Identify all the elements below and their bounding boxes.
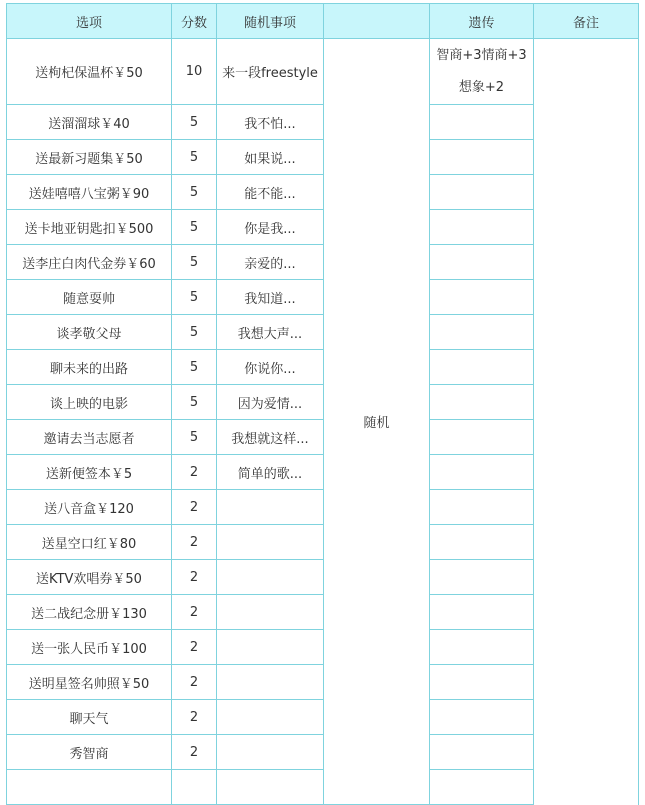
option-cell: 送八音盒￥120 (7, 490, 172, 525)
genetics-cell (430, 39, 534, 105)
genetics-cell (430, 210, 534, 245)
score-cell (172, 770, 217, 805)
score-cell: 5 (172, 385, 217, 420)
score-cell: 2 (172, 490, 217, 525)
score-cell: 5 (172, 175, 217, 210)
option-cell: 送枸杞保温杯￥50 (7, 39, 172, 105)
notes-cell (534, 39, 639, 805)
genetics-cell (430, 560, 534, 595)
option-cell: 送新便签本￥5 (7, 455, 172, 490)
score-cell: 5 (172, 350, 217, 385)
random-cell (217, 770, 324, 805)
header-genetics: 遗传 (430, 4, 534, 39)
option-cell: 谈孝敬父母 (7, 315, 172, 350)
score-cell: 2 (172, 455, 217, 490)
score-cell: 5 (172, 105, 217, 140)
genetics-cell (430, 420, 534, 455)
score-cell: 2 (172, 700, 217, 735)
random-cell (217, 490, 324, 525)
random-cell: 如果说... (217, 140, 324, 175)
score-cell: 2 (172, 735, 217, 770)
score-cell: 2 (172, 595, 217, 630)
option-cell: 送一张人民币￥100 (7, 630, 172, 665)
random-cell: 你是我... (217, 210, 324, 245)
option-cell: 聊天气 (7, 700, 172, 735)
score-cell: 5 (172, 315, 217, 350)
random-cell: 你说你... (217, 350, 324, 385)
header-score: 分数 (172, 4, 217, 39)
genetics-cell (430, 385, 534, 420)
genetics-cell (430, 350, 534, 385)
genetics-line-1: 智商+3情商+3 (436, 47, 527, 63)
header-notes: 备注 (534, 4, 639, 39)
random-cell: 我想大声... (217, 315, 324, 350)
random-cell (217, 560, 324, 595)
header-blank (324, 4, 430, 39)
random-cell: 亲爱的... (217, 245, 324, 280)
option-cell: 聊未来的出路 (7, 350, 172, 385)
random-cell: 我知道... (217, 280, 324, 315)
genetics-cell (430, 140, 534, 175)
genetics-cell (430, 735, 534, 770)
genetics-cell (430, 455, 534, 490)
option-cell: 随意耍帅 (7, 280, 172, 315)
option-cell: 送溜溜球￥40 (7, 105, 172, 140)
random-cell: 我不怕... (217, 105, 324, 140)
genetics-cell (430, 525, 534, 560)
score-table (6, 3, 639, 805)
genetics-cell (430, 315, 534, 350)
option-cell: 送星空口红￥80 (7, 525, 172, 560)
random-cell (217, 595, 324, 630)
genetics-cell (430, 490, 534, 525)
option-cell: 送最新习题集￥50 (7, 140, 172, 175)
genetics-cell (430, 770, 534, 805)
random-cell: 能不能... (217, 175, 324, 210)
genetics-cell (430, 245, 534, 280)
score-cell: 5 (172, 210, 217, 245)
header-option: 选项 (7, 4, 172, 39)
random-merged-label: 随机 (363, 416, 390, 431)
option-cell: 送KTV欢唱券￥50 (7, 560, 172, 595)
random-cell (217, 735, 324, 770)
random-cell (217, 700, 324, 735)
header-row (7, 4, 639, 39)
option-cell (7, 770, 172, 805)
score-cell: 5 (172, 280, 217, 315)
table-row (7, 39, 639, 105)
score-cell: 5 (172, 245, 217, 280)
score-cell: 2 (172, 665, 217, 700)
genetics-line-2: 想象+2 (458, 79, 505, 95)
option-cell: 送卡地亚钥匙扣￥500 (7, 210, 172, 245)
random-cell: 简单的歌... (217, 455, 324, 490)
random-merged-cell (324, 39, 430, 805)
random-cell: 因为爱情... (217, 385, 324, 420)
genetics-cell (430, 665, 534, 700)
score-cell: 5 (172, 140, 217, 175)
option-cell: 送明星签名帅照￥50 (7, 665, 172, 700)
random-cell (217, 630, 324, 665)
random-cell (217, 525, 324, 560)
genetics-cell (430, 280, 534, 315)
score-cell: 2 (172, 525, 217, 560)
score-cell: 2 (172, 630, 217, 665)
score-cell: 5 (172, 420, 217, 455)
genetics-cell (430, 630, 534, 665)
option-cell: 邀请去当志愿者 (7, 420, 172, 455)
random-cell: 来一段freestyle (217, 39, 324, 105)
genetics-cell (430, 700, 534, 735)
option-cell: 送二战纪念册￥130 (7, 595, 172, 630)
genetics-cell (430, 175, 534, 210)
random-cell (217, 665, 324, 700)
option-cell: 秀智商 (7, 735, 172, 770)
header-random: 随机事项 (217, 4, 324, 39)
genetics-cell (430, 595, 534, 630)
option-cell: 送娃嘻嘻八宝粥￥90 (7, 175, 172, 210)
score-cell: 2 (172, 560, 217, 595)
score-cell: 10 (172, 39, 217, 105)
random-cell: 我想就这样... (217, 420, 324, 455)
genetics-cell (430, 105, 534, 140)
option-cell: 送李庄白肉代金券￥60 (7, 245, 172, 280)
option-cell: 谈上映的电影 (7, 385, 172, 420)
